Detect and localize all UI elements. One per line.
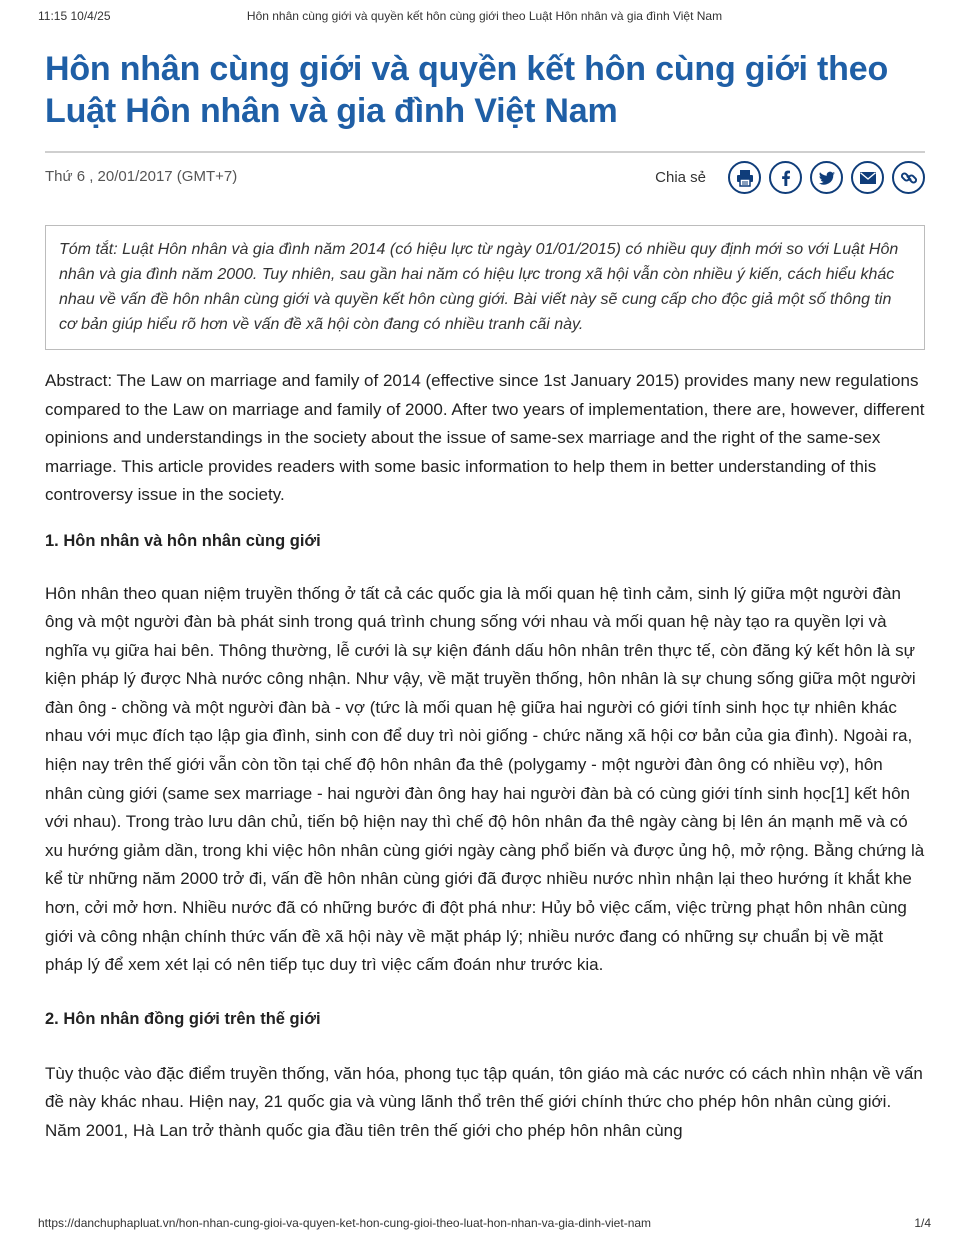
section-2-body: Tùy thuộc vào đặc điểm truyền thống, văn hóa, phong tục tập quán, tôn giáo mà các nước có cách nhìn nhận về vấn đề này khác nhau. Hiện nay, 21 quốc gia và vùng lãnh thổ trên thế giới chính thức cho phép hôn nhân cùng giới. Năm 2001, Hà Lan trở thành quốc gia đầu tiên trên thế giới cho phép hôn nhân cùng: [45, 1063, 923, 1140]
publish-date: Thứ 6 , 20/01/2017 (GMT+7): [45, 168, 238, 185]
section-2-heading: 2. Hôn nhân đồng giới trên thế giới: [45, 1009, 321, 1028]
print-button[interactable]: [728, 161, 761, 194]
article-meta: [45, 151, 925, 207]
print-page-title: Hôn nhân cùng giới và quyền kết hôn cùng giới theo Luật Hôn nhân và gia đình Việt Nam: [246, 9, 723, 23]
twitter-icon: [817, 168, 837, 188]
link-icon: [899, 168, 919, 188]
share-bar: [655, 161, 925, 194]
twitter-share-button[interactable]: [810, 161, 843, 194]
print-timestamp: 11:15 10/4/25: [38, 9, 111, 23]
article-title: Hôn nhân cùng giới và quyền kết hôn cùng giới theo Luật Hôn nhân và gia đình Việt Nam: [45, 50, 889, 130]
email-share-button[interactable]: [851, 161, 884, 194]
page-number: 1/4: [914, 1216, 931, 1230]
article: [45, 48, 925, 1146]
summary-box: Tóm tắt: Luật Hôn nhân và gia đình năm 2014 (có hiệu lực từ ngày 01/01/2015) có nhiều quy định mới so với Luật Hôn nhân và gia đình năm 2000. Tuy nhiên, sau gần hai năm có hiệu lực trong xã hội vẫn còn nhiều ý kiến, cách hiểu khác nhau về vấn đề hôn nhân cùng giới và quyền kết hôn cùng giới. Bài viết này sẽ cung cấp cho độc giả một số thông tin cơ bản giúp hiểu rõ hơn về vấn đề xã hội còn đang có nhiều tranh cãi này.: [45, 225, 925, 350]
section-1-body: Hôn nhân theo quan niệm truyền thống ở tất cả các quốc gia là mối quan hệ tình cảm, sinh lý giữa một người đàn ông và một người đàn bà phát sinh trong quá trình chung sống với nhau và mối quan hệ này tạo ra quyền lợi và nghĩa vụ giữa hai bên. Thông thường, lễ cưới là sự kiện đánh dấu hôn nhân trên thực tế, còn đăng ký kết hôn là sự kiện pháp lý được Nhà nước công nhận. Như vậy, về mặt truyền thống, hôn nhân là sự chung sống giữa một người đàn ông - chồng và một người đàn bà - vợ (tức là mối quan hệ giữa hai người có giới tính sinh học tự nhiên khác nhau với mục đích tạo lập gia đình, sinh con để duy trì nòi giống - chức năng xã hội cơ bản của gia đình). Ngoài ra, hiện nay trên thế giới vẫn còn tồn tại chế độ hôn nhân đa thê (polygamy - một người đàn ông có nhiều vợ), hôn nhân cùng giới (same sex marriage - hai người đàn ông hay hai người đàn bà có cùng giới tính sinh học[1] kết hôn với nhau). Trong trào lưu dân chủ, tiến bộ hiện nay thì chế độ hôn nhân đa thê ngày càng bị lên án mạnh mẽ và có xu hướng giảm dần, trong khi việc hôn nhân cùng giới ngày càng phổ biến và được ủng hộ, mở rộng. Bằng chứng là kể từ những năm 2000 trở đi, vấn đề hôn nhân cùng giới đã được nhiều nước nhìn nhận lại theo hướng ít khắt khe hơn, cởi mở hơn. Nhiều nước đã có những bước đi đột phá như: Hủy bỏ việc cấm, việc trừng phạt hôn nhân cùng giới và công nhận chính thức vấn đề xã hội này về mặt pháp lý; nhiều nước đang có những sự chuẩn bị về mặt pháp lý để xem xét lại có nên tiếp tục duy trì việc cấm đoán như trước kia.: [45, 583, 925, 975]
section-1-heading: 1. Hôn nhân và hôn nhân cùng giới: [45, 531, 321, 550]
facebook-share-button[interactable]: [769, 161, 802, 194]
email-icon: [858, 168, 878, 188]
abstract-paragraph: Abstract: The Law on marriage and family of 2014 (effective since 1st January 2015) provides many new regulations compared to the Law on marriage and family of 2000. After two years of implementation, there are, however, different opinions and understandings in the society about the issue of same-sex marriage and the right of the same-sex marriage. This article provides readers with some basic information to help them in better understanding of this controversy issue in the society.: [45, 371, 925, 504]
print-icon: [735, 168, 755, 188]
share-label: Chia sẻ: [655, 169, 706, 186]
copy-link-button[interactable]: [892, 161, 925, 194]
page-url[interactable]: https://danchuphapluat.vn/hon-nhan-cung-gioi-va-quyen-ket-hon-cung-gioi-theo-luat-hon-nhan-va-gia-dinh-viet-nam: [38, 1216, 652, 1230]
facebook-icon: [776, 168, 796, 188]
